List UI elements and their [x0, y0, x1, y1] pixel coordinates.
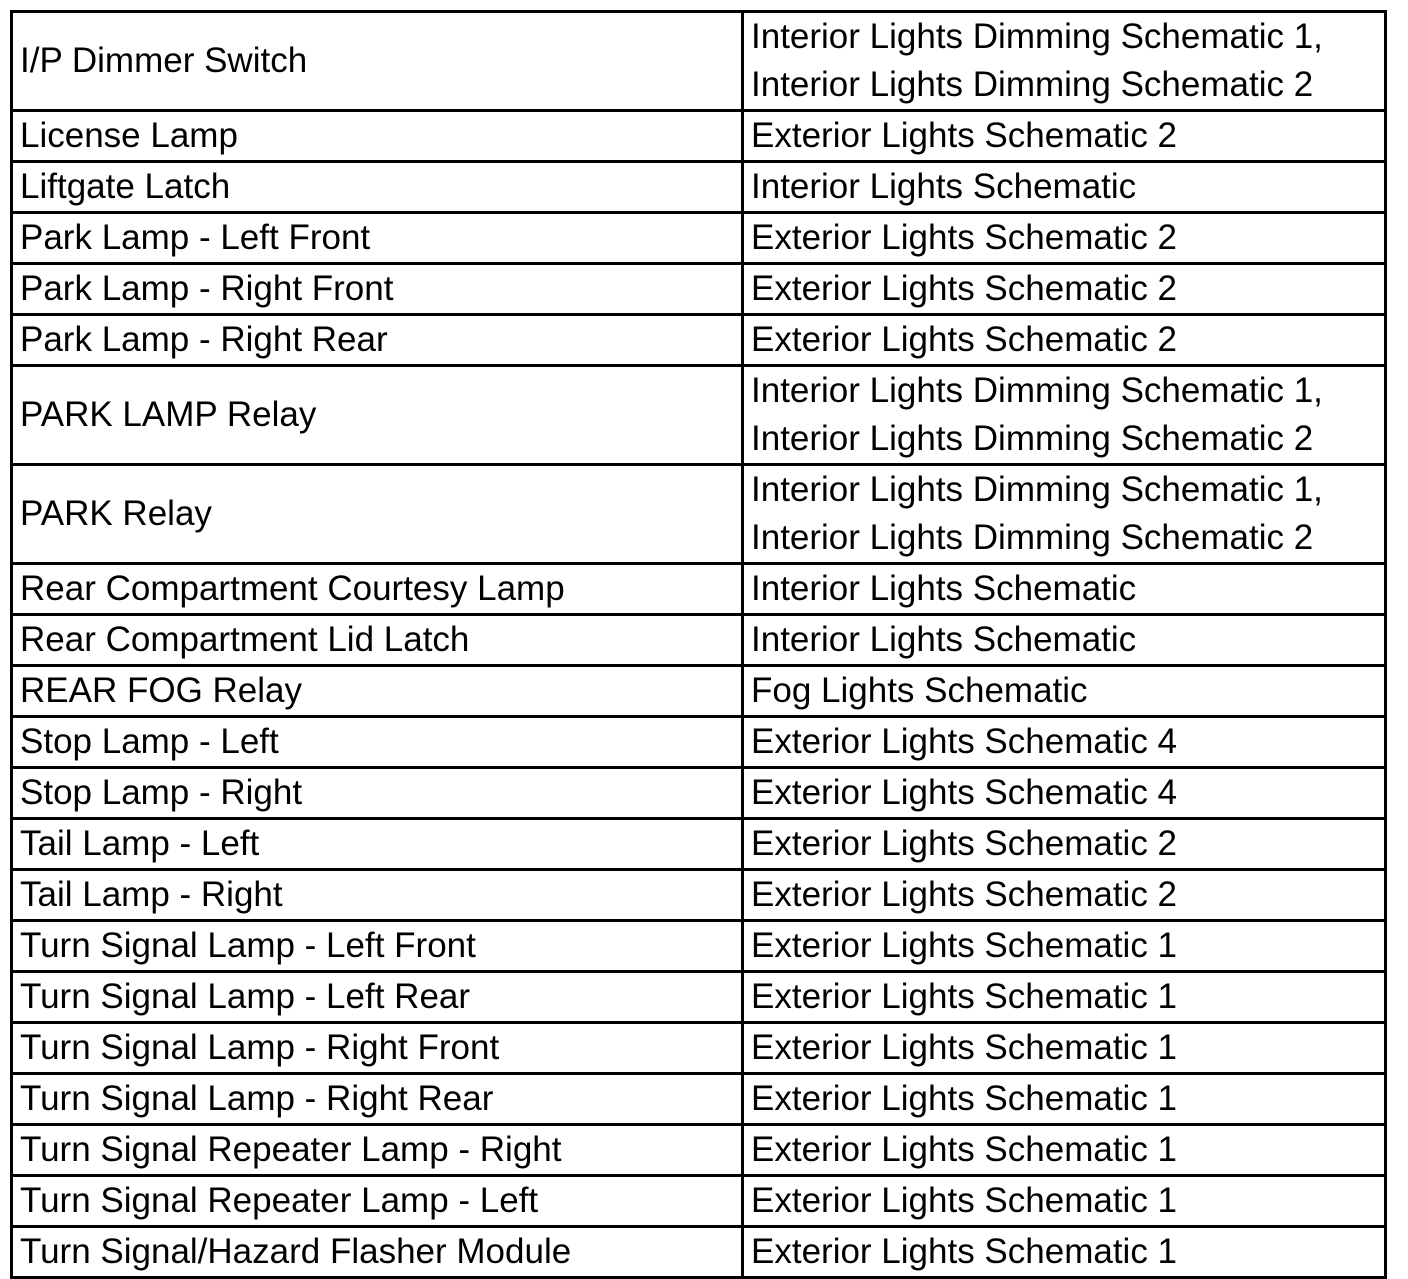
schematic-reference-cell — [743, 972, 1386, 1023]
table-row — [12, 615, 1386, 666]
table-row — [12, 1023, 1386, 1074]
component-name-cell: Park Lamp - Right Rear — [12, 315, 743, 366]
component-name-cell: Stop Lamp - Right — [12, 768, 743, 819]
schematic-reference-cell — [743, 12, 1386, 111]
schematic-reference-cell — [743, 1023, 1386, 1074]
component-name-cell: REAR FOG Relay — [12, 666, 743, 717]
component-name-cell: Turn Signal Lamp - Left Rear — [12, 972, 743, 1023]
schematic-reference: Interior Lights Dimming Schematic 1, — [751, 371, 1323, 410]
schematic-reference-cell — [743, 921, 1386, 972]
table-row — [12, 111, 1386, 162]
schematic-reference-cell — [743, 1176, 1386, 1227]
schematic-reference-cell — [743, 615, 1386, 666]
schematic-reference: Exterior Lights Schematic 4 — [751, 722, 1178, 761]
schematic-reference: Exterior Lights Schematic 1 — [751, 926, 1178, 965]
table-row — [12, 1176, 1386, 1227]
schematic-reference-cell — [743, 564, 1386, 615]
component-name-cell: Park Lamp - Left Front — [12, 213, 743, 264]
table-row — [12, 564, 1386, 615]
component-schematic-table — [10, 10, 1387, 1279]
component-name-cell: Tail Lamp - Left — [12, 819, 743, 870]
table-row — [12, 213, 1386, 264]
table-row — [12, 717, 1386, 768]
schematic-reference-cell — [743, 465, 1386, 564]
table-row — [12, 1074, 1386, 1125]
component-name-cell: Turn Signal Lamp - Right Front — [12, 1023, 743, 1074]
schematic-reference-cell — [743, 768, 1386, 819]
schematic-reference: Exterior Lights Schematic 2 — [751, 875, 1178, 914]
schematic-reference: Interior Lights Schematic — [751, 569, 1137, 608]
schematic-reference: Exterior Lights Schematic 2 — [751, 116, 1178, 155]
schematic-reference-cell — [743, 1125, 1386, 1176]
table-row — [12, 972, 1386, 1023]
schematic-reference: Exterior Lights Schematic 1 — [751, 977, 1178, 1016]
schematic-reference: Interior Lights Schematic — [751, 620, 1137, 659]
schematic-reference: Interior Lights Dimming Schematic 2 — [751, 518, 1314, 557]
component-name-cell: Park Lamp - Right Front — [12, 264, 743, 315]
table-row — [12, 768, 1386, 819]
table-row — [12, 666, 1386, 717]
schematic-reference-cell — [743, 213, 1386, 264]
component-name-cell: Rear Compartment Lid Latch — [12, 615, 743, 666]
schematic-reference: Exterior Lights Schematic 2 — [751, 824, 1178, 863]
component-name-cell: Liftgate Latch — [12, 162, 743, 213]
table-row — [12, 12, 1386, 111]
table-row — [12, 1125, 1386, 1176]
schematic-reference-cell — [743, 162, 1386, 213]
table-body — [12, 12, 1386, 1278]
schematic-reference: Exterior Lights Schematic 1 — [751, 1079, 1178, 1118]
schematic-reference: Interior Lights Dimming Schematic 1, — [751, 470, 1323, 509]
schematic-reference: Exterior Lights Schematic 1 — [751, 1232, 1178, 1271]
table-row — [12, 1227, 1386, 1278]
table-row — [12, 465, 1386, 564]
schematic-reference-cell — [743, 666, 1386, 717]
schematic-reference: Interior Lights Dimming Schematic 2 — [751, 65, 1314, 104]
component-name-cell: Turn Signal Lamp - Right Rear — [12, 1074, 743, 1125]
schematic-reference: Exterior Lights Schematic 4 — [751, 773, 1178, 812]
schematic-reference: Exterior Lights Schematic 2 — [751, 218, 1178, 257]
component-name-cell: Turn Signal Repeater Lamp - Left — [12, 1176, 743, 1227]
component-name-cell: PARK LAMP Relay — [12, 366, 743, 465]
schematic-reference: Exterior Lights Schematic 2 — [751, 320, 1178, 359]
schematic-reference-cell — [743, 315, 1386, 366]
schematic-reference: Exterior Lights Schematic 1 — [751, 1181, 1178, 1220]
component-name-cell: Turn Signal/Hazard Flasher Module — [12, 1227, 743, 1278]
schematic-reference: Interior Lights Schematic — [751, 167, 1137, 206]
component-name-cell: PARK Relay — [12, 465, 743, 564]
schematic-reference-cell — [743, 1074, 1386, 1125]
component-name-cell: Rear Compartment Courtesy Lamp — [12, 564, 743, 615]
component-name-cell: Stop Lamp - Left — [12, 717, 743, 768]
schematic-reference: Interior Lights Dimming Schematic 1, — [751, 17, 1323, 56]
schematic-reference-cell — [743, 819, 1386, 870]
schematic-reference-cell — [743, 264, 1386, 315]
table-row — [12, 921, 1386, 972]
schematic-reference-cell — [743, 111, 1386, 162]
component-name-cell: Turn Signal Repeater Lamp - Right — [12, 1125, 743, 1176]
schematic-reference: Exterior Lights Schematic 2 — [751, 269, 1178, 308]
schematic-reference: Exterior Lights Schematic 1 — [751, 1130, 1178, 1169]
schematic-reference-cell — [743, 717, 1386, 768]
schematic-reference-cell — [743, 870, 1386, 921]
component-name-cell: License Lamp — [12, 111, 743, 162]
table-row — [12, 819, 1386, 870]
table-row — [12, 315, 1386, 366]
component-name-cell: I/P Dimmer Switch — [12, 12, 743, 111]
schematic-reference: Exterior Lights Schematic 1 — [751, 1028, 1178, 1067]
schematic-reference-cell — [743, 1227, 1386, 1278]
component-name-cell: Turn Signal Lamp - Left Front — [12, 921, 743, 972]
component-name-cell: Tail Lamp - Right — [12, 870, 743, 921]
table-row — [12, 162, 1386, 213]
schematic-reference-cell — [743, 366, 1386, 465]
table-row — [12, 264, 1386, 315]
table-row — [12, 870, 1386, 921]
table-row — [12, 366, 1386, 465]
schematic-reference: Interior Lights Dimming Schematic 2 — [751, 419, 1314, 458]
schematic-reference: Fog Lights Schematic — [751, 671, 1088, 710]
